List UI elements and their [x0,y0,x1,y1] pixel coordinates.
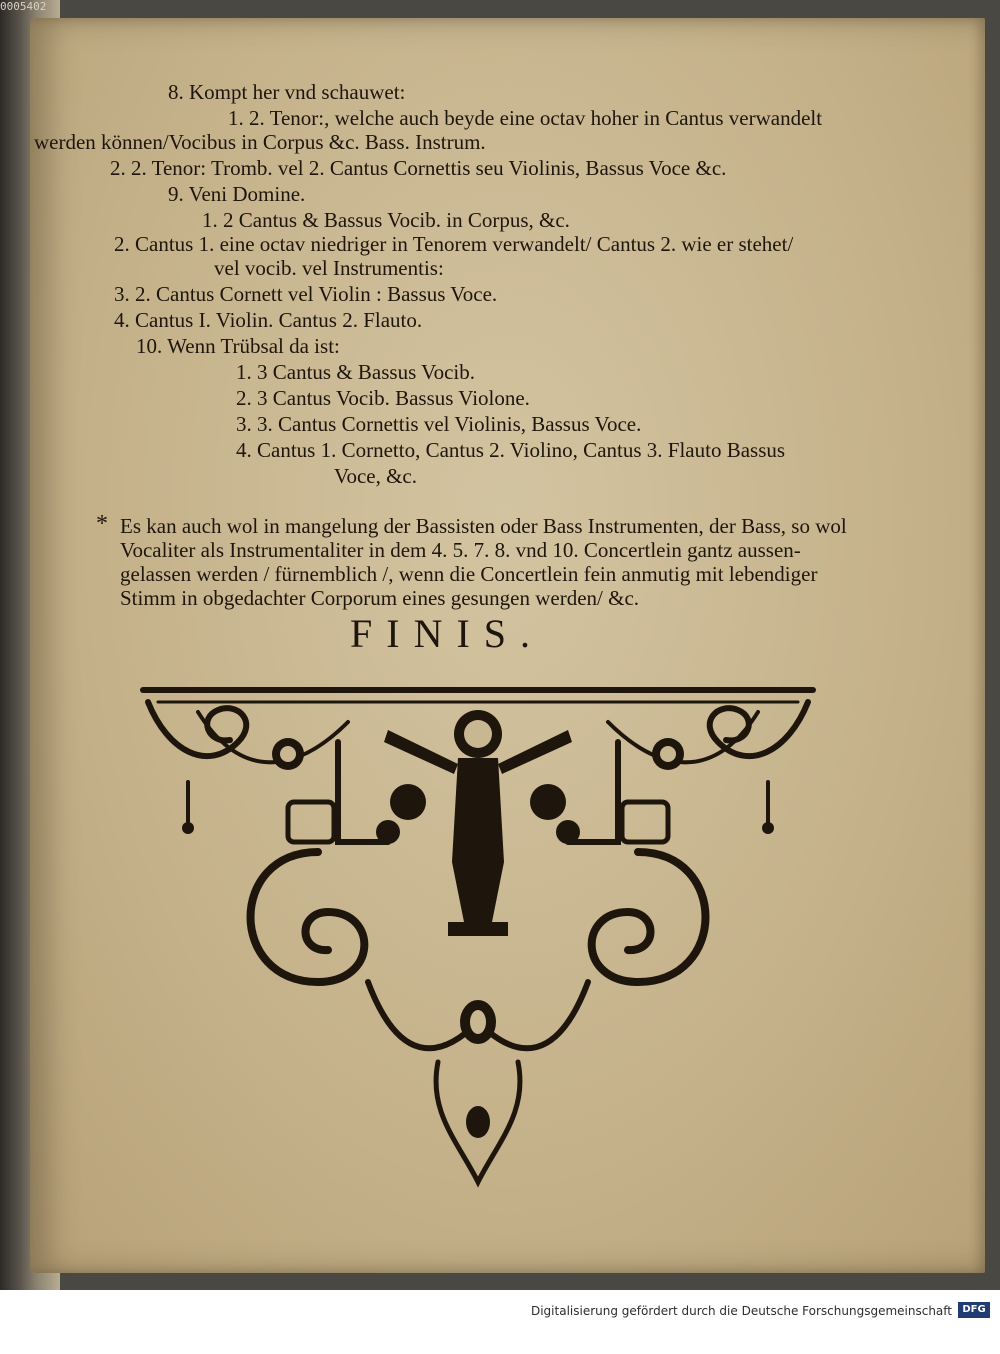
finis-title: FINIS. [350,611,545,656]
item-8-heading: 8. Kompt her vnd schauwet: [168,80,406,104]
note-asterisk: * [96,511,108,537]
note-line-1: Es kan auch wol in mangelung der Bassisten oder Bass Instrumenten, der Bass, so wol [120,514,847,538]
item-9-line-4: 3. 2. Cantus Cornett vel Violin : Bassus Voce. [114,282,498,306]
dfg-logo: DFG [958,1302,990,1318]
item-9-line-3: vel vocib. vel Instrumentis: [214,256,444,280]
funding-credit: Digitalisierung gefördert durch die Deutsche Forschungsgemeinschaft [530,1304,952,1318]
item-9-heading: 9. Veni Domine. [168,182,306,206]
item-8-line-1: 1. 2. Tenor:, welche auch beyde eine octav hoher in Cantus verwandelt [228,106,823,130]
item-10-line-5: Voce, &c. [334,464,418,488]
document-page [30,18,985,1273]
item-10-line-3: 3. 3. Cantus Cornettis vel Violinis, Bassus Voce. [236,412,642,436]
item-9-line-2: 2. Cantus 1. eine octav niedriger in Tenorem verwandelt/ Cantus 2. wie er stehet/ [114,232,794,256]
note-line-4: Stimm in obgedachter Corporum eines gesungen werden/ &c. [120,586,640,610]
item-9-line-1: 1. 2 Cantus & Bassus Vocib. in Corpus, &c. [202,208,570,232]
item-8-line-3: 2. 2. Tenor: Tromb. vel 2. Cantus Cornettis seu Violinis, Bassus Voce &c. [110,156,727,180]
corner-reference: 0005402 [0,0,47,13]
item-8-line-2: werden können/Vocibus in Corpus &c. Bass. Instrum. [34,130,486,154]
item-10-line-2: 2. 3 Cantus Vocib. Bassus Violone. [236,386,530,410]
item-10-line-4: 4. Cantus 1. Cornetto, Cantus 2. Violino, Cantus 3. Flauto Bassus [236,438,786,462]
text-block [30,18,985,678]
item-10-heading: 10. Wenn Trübsal da ist: [136,334,340,358]
woodcut-ornament [138,682,818,1202]
item-9-line-5: 4. Cantus I. Violin. Cantus 2. Flauto. [114,308,423,332]
footer-bar [0,1290,1000,1354]
note-line-3: gelassen werden / fürnemblich /, wenn die Concertlein fein anmutig mit lebendiger [120,562,818,586]
note-line-2: Vocaliter als Instrumentaliter in dem 4. 5. 7. 8. vnd 10. Concertlein gantz aussen- [120,538,801,562]
item-10-line-1: 1. 3 Cantus & Bassus Vocib. [236,360,475,384]
